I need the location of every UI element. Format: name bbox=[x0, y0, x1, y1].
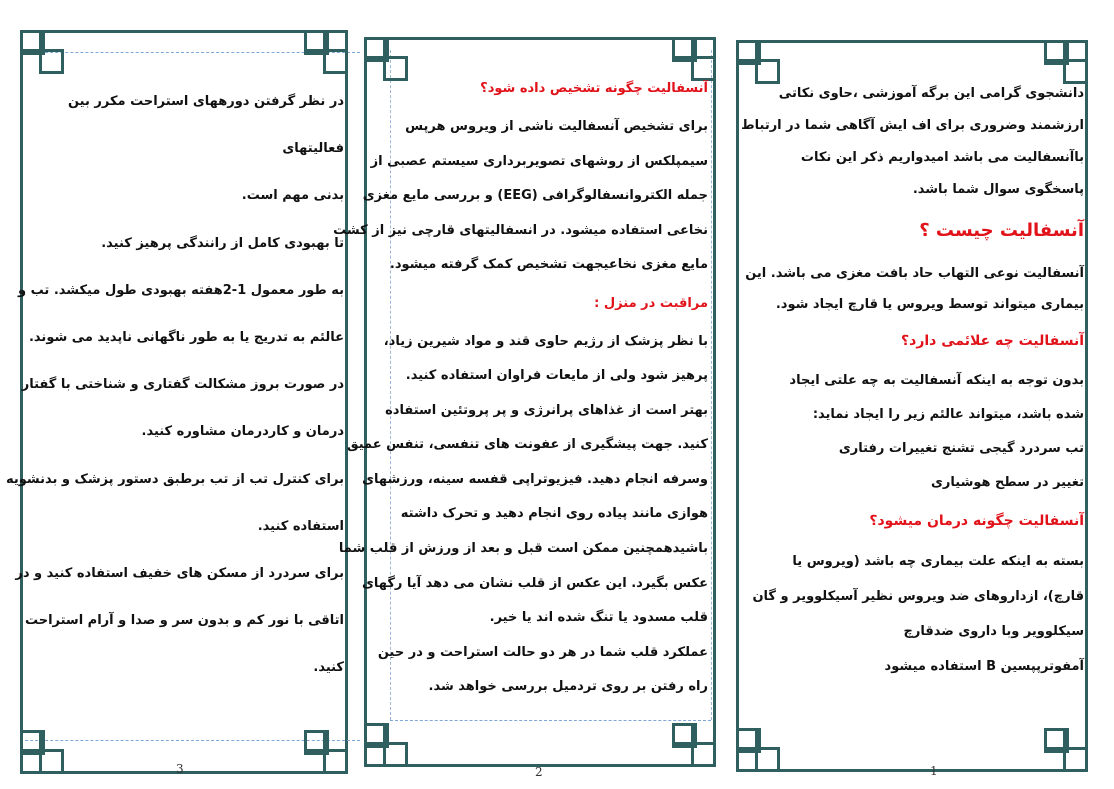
text-line: پرهیز شود ولی از مایعات فراوان استفاده کنید. bbox=[405, 368, 708, 384]
corner-ornament-icon bbox=[304, 730, 348, 774]
text-line: جمله الکتروانسفالوگرافی (EEG) و بررسی مایع مغزی bbox=[362, 188, 708, 203]
text-line: با نظر پزشک از رژیم حاوی قند و مواد شیرین زیاد، bbox=[383, 333, 708, 349]
margin-guide bbox=[711, 50, 712, 720]
page-3-body bbox=[5, 78, 344, 692]
text-line: وسرفه انجام دهید. فیزیوتراپی قفسه سینه، ورزشهای bbox=[362, 471, 708, 487]
text-line: در نظر گرفتن دورههای استراحت مکرر بین bbox=[67, 94, 344, 109]
text-line: برای تشخیص آنسفالیت ناشی از ویروس هرپس bbox=[405, 119, 708, 134]
text-line: باشیدهمچنین ممکن است قبل و بعد از ورزش از قلب شما bbox=[338, 541, 708, 557]
text-line: تغییر در سطح هوشیاری bbox=[930, 475, 1084, 490]
text-line: پاسخگوی سوال شما باشد. bbox=[912, 182, 1084, 197]
text-line: استفاده کنید. bbox=[257, 518, 344, 534]
text-line: آمفوترپپسین B استفاده میشود bbox=[884, 659, 1084, 674]
page-number: 1 bbox=[930, 764, 938, 778]
text-line: عملکرد قلب شما در هر دو حالت استراحت و در حین bbox=[377, 644, 708, 660]
section-heading: آنسفالیت چگونه درمان میشود؟ bbox=[869, 513, 1084, 529]
text-line: عالئم به تدریج یا به طور ناگهانی ناپدید می شوند. bbox=[28, 330, 344, 346]
text-line: در صورت بروز مشکالت گفتاری و شناختی با گفتار bbox=[21, 377, 344, 393]
text-line: برای سردرد از مسکن های خفیف استفاده کنید و در bbox=[15, 566, 344, 582]
text-line: قارچ)، ازداروهای ضد ویروس نظیر آسیکلوویر و گان bbox=[752, 589, 1084, 604]
section-heading: آنسفالیت چیست ؟ bbox=[919, 220, 1084, 241]
page-2 bbox=[333, 0, 730, 789]
text-line: فعالیتهای bbox=[282, 141, 344, 157]
page-1 bbox=[730, 0, 1114, 789]
text-line: بیماری میتواند توسط ویروس یا قارچ ایجاد شود. bbox=[775, 297, 1084, 312]
text-line: تا بهبودی کامل از رانندگی پرهیز کنید. bbox=[101, 235, 344, 251]
text-line: کنید. جهت پیشگیری از عفونت های تنفسی، تنفس عمیق bbox=[346, 437, 708, 453]
page-number: 3 bbox=[176, 762, 184, 776]
text-line: آنسفالیت نوعی التهاب حاد بافت مغزی می باشد. این bbox=[745, 266, 1084, 281]
corner-ornament-icon bbox=[20, 30, 64, 74]
corner-ornament-icon bbox=[672, 37, 716, 81]
text-line: برای کنترل تب از تب برطبق دستور پزشک و بدنشویه bbox=[5, 471, 344, 487]
page-2-body bbox=[333, 78, 708, 705]
corner-ornament-icon bbox=[364, 37, 408, 81]
corner-ornament-icon bbox=[20, 730, 64, 774]
margin-guide bbox=[390, 720, 711, 721]
text-line: شده باشد، میتواند عالئم زیر را ایجاد نماید: bbox=[812, 407, 1084, 422]
corner-ornament-icon bbox=[1044, 728, 1088, 772]
page-number: 2 bbox=[535, 765, 543, 779]
text-line: بدنی مهم است. bbox=[241, 188, 344, 204]
text-line: سیکلوویر وبا داروی ضدقارچ bbox=[903, 624, 1084, 639]
text-line: کنید. bbox=[313, 660, 344, 676]
text-line: بهتر است از غذاهای پرانرژی و پر پروتئین استفاده bbox=[385, 402, 708, 418]
text-line: قلب مسدود یا تنگ شده اند یا خیر. bbox=[489, 610, 708, 626]
corner-ornament-icon bbox=[736, 728, 780, 772]
section-heading: مراقبت در منزل : bbox=[594, 295, 708, 311]
text-line: تب سردرد گیجی تشنج تغییرات رفتاری bbox=[838, 441, 1084, 456]
page-3 bbox=[0, 0, 360, 789]
text-line: هوازی مانند پیاده روی انجام دهید و تحرک داشته bbox=[400, 506, 708, 522]
section-heading: آنسفالیت چه علائمی دارد؟ bbox=[901, 333, 1084, 349]
text-line: بسته به اینکه علت بیماری چه باشد (ویروس یا bbox=[792, 554, 1084, 569]
text-line: عکس بگیرد. این عکس از قلب نشان می دهد آیا رگهای bbox=[361, 575, 708, 591]
text-line: اتاقی با نور کم و بدون سر و صدا و آرام استراحت bbox=[24, 613, 344, 629]
text-line: به طور معمول 1-2هفته بهبودی طول میکشد. تب و bbox=[18, 282, 344, 298]
section-heading: آنسفالیت چگونه تشخیص داده شود؟ bbox=[480, 81, 708, 96]
text-line: سیمپلکس از روشهای تصویربرداری سیستم عصبی از bbox=[370, 153, 708, 169]
text-line: دانشجوی گرامی این برگه آموزشی ،حاوی نکاتی bbox=[778, 86, 1084, 101]
text-line: باآنسفالیت می باشد امیدواریم ذکر این نکات bbox=[800, 150, 1084, 165]
text-line: درمان و کاردرمان مشاوره کنید. bbox=[141, 424, 344, 440]
text-line: بدون توجه به اینکه آنسفالیت به چه علتی ایجاد bbox=[789, 373, 1084, 388]
text-line: نخاعی استفاده میشود. در انسفالیتهای قارچی نیز از کشت bbox=[333, 222, 708, 238]
page-1-body bbox=[741, 78, 1084, 684]
corner-ornament-icon bbox=[672, 723, 716, 767]
text-line: مایع مغزی نخاعیجهت تشخیص کمک گرفته میشود. bbox=[389, 257, 708, 272]
corner-ornament-icon bbox=[364, 723, 408, 767]
corner-ornament-icon bbox=[304, 30, 348, 74]
text-line: ارزشمند وضروری برای اف ایش آگاهی شما در ارتباط bbox=[741, 118, 1084, 133]
text-line: راه رفتن بر روی تردمیل بررسی خواهد شد. bbox=[428, 679, 708, 695]
